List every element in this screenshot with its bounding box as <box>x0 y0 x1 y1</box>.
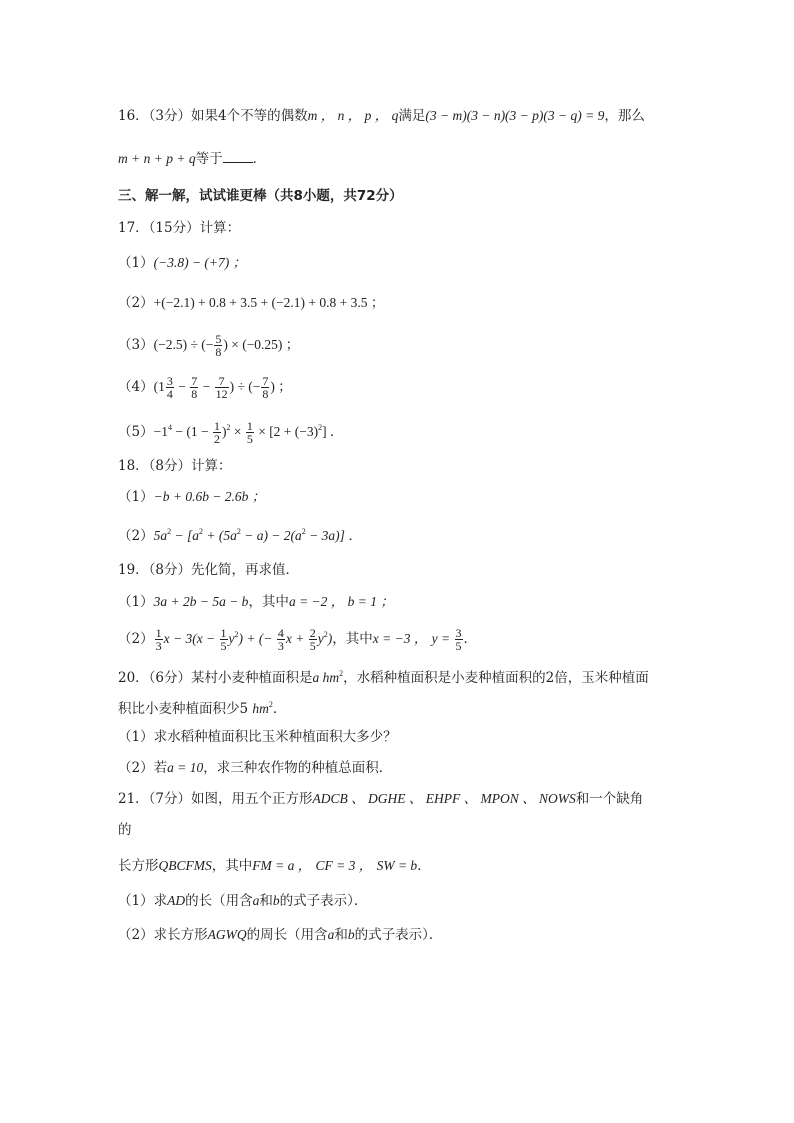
denominator: 5 <box>246 432 253 446</box>
where-text: ，其中 <box>332 631 373 647</box>
q21-cond-cf: CF = 3 ， <box>315 858 373 873</box>
numerator: 1 <box>155 626 162 640</box>
q21-text: 的长（用含 <box>185 893 253 909</box>
q21-var: a <box>327 927 335 942</box>
q21-part2 <box>118 925 442 945</box>
q19-title: 19．（8分）先化简，再求值． <box>118 562 300 578</box>
q20-line1 <box>118 664 649 688</box>
q18-p1-expr: −b + 0.6b − 2.6b ； <box>153 489 266 504</box>
fraction <box>190 375 198 400</box>
q21-text: 和 <box>334 927 348 943</box>
fraction <box>277 627 285 652</box>
q16-after: ，那么 <box>604 108 645 124</box>
q16-equals-text: 等于 <box>195 151 223 167</box>
exponent: 2 <box>268 700 273 709</box>
q21-text: 长方形 <box>118 858 159 874</box>
q20-area-var: a hm <box>312 670 340 685</box>
q16-equation: (3 − m)(3 − n)(3 − p)(3 − q) = 9 <box>425 108 605 123</box>
expr-seg: y <box>317 631 324 646</box>
q21-var: b <box>272 893 280 908</box>
expr-seg: − (1 − <box>171 424 212 439</box>
q21-part1 <box>118 891 367 911</box>
expr-seg: ) × (−0.25) ； <box>223 337 300 352</box>
q21-text: 的式子表示）． <box>279 893 368 909</box>
q20-unit: hm <box>252 701 269 716</box>
q20-text: （2）若 <box>118 760 168 776</box>
q19-p2-cond-x: x = −3 ， <box>372 631 428 646</box>
q17-part1 <box>118 253 246 273</box>
expr-seg: ) ÷ (− <box>229 379 261 394</box>
expr-seg: + (5a <box>202 528 237 543</box>
expr-seg: ) <box>221 424 227 439</box>
fraction <box>166 375 174 400</box>
expr-seg: × [2 + (−3) <box>254 424 319 439</box>
q16-mid: 满足 <box>398 108 426 124</box>
section-title: 三、解一解，试试谁更棒（共8小题，共72分） <box>118 188 403 204</box>
expr-seg: (1 <box>153 379 165 394</box>
q17-part4 <box>118 375 292 400</box>
part-label: （4） <box>118 379 154 395</box>
expr-seg: (−2.5) ÷ (− <box>153 337 214 352</box>
q21-text: （1）求 <box>118 893 168 909</box>
numerator: 7 <box>262 374 269 388</box>
q21-text: 和 <box>259 893 273 909</box>
part-label: （5） <box>118 424 154 440</box>
expr-seg: ) + (− <box>238 631 276 646</box>
q19-p1-expr: 3a + 2b − 5a − b <box>153 594 249 609</box>
q16-line2 <box>118 148 266 169</box>
expr-seg: −1 <box>153 424 168 439</box>
q21-var: AGWQ <box>207 927 247 942</box>
q20-text: ，求三种农作物的种植总面积． <box>203 760 393 776</box>
expr-seg: × <box>230 424 245 439</box>
q18-title: 18．（8分）计算： <box>118 458 232 474</box>
exponent: 2 <box>226 423 231 432</box>
answer-blank <box>223 148 253 163</box>
exponent: 2 <box>301 527 306 536</box>
exponent: 2 <box>339 669 344 678</box>
denominator: 2 <box>213 432 220 446</box>
denominator: 5 <box>220 639 227 653</box>
expr-seg: − [a <box>171 528 199 543</box>
q21-text: 和一个缺角 <box>575 791 644 807</box>
exponent: 2 <box>198 527 203 536</box>
numerator: 4 <box>277 626 284 640</box>
q21-end: ． <box>417 858 431 874</box>
expr-seg: − 3a)] ． <box>305 528 362 543</box>
denominator: 3 <box>155 639 162 653</box>
q21-text: 21．（7分）如图，用五个正方形 <box>118 791 313 807</box>
exponent: 2 <box>234 630 239 639</box>
q21-text: （2）求长方形 <box>118 927 208 943</box>
q21-var: a <box>252 893 260 908</box>
numerator: 1 <box>246 419 253 433</box>
q20-text: 积比小麦种植面积少5 <box>118 701 249 717</box>
fraction <box>261 375 269 400</box>
q21-cond-sw: SW = b <box>376 858 418 873</box>
numerator: 7 <box>191 374 198 388</box>
q21-text: 的周长（用含 <box>246 927 328 943</box>
denominator: 8 <box>191 387 198 401</box>
expr-seg: ) ； <box>270 379 292 394</box>
expr-seg: x − 3(x − <box>163 631 219 646</box>
expr-seg: − <box>199 379 214 394</box>
fraction <box>213 420 221 445</box>
numerator: 1 <box>213 419 220 433</box>
q21-text: ，其中 <box>211 858 253 874</box>
where-text: ，其中 <box>248 594 289 610</box>
expr-seg: y <box>228 631 235 646</box>
fraction <box>214 333 222 358</box>
numerator: 7 <box>215 375 229 388</box>
expr-seg: − <box>174 379 190 394</box>
expr-seg: ) <box>327 631 333 646</box>
denominator: 8 <box>262 387 269 401</box>
fraction <box>215 375 229 400</box>
q21-text: 的式子表示）． <box>354 927 443 943</box>
part-label: （1） <box>118 255 154 271</box>
denominator: 5 <box>455 639 462 653</box>
q19-p2-cond-y: y = <box>431 631 454 646</box>
q20-end: ． <box>272 701 287 717</box>
q17-title: 17．（15分）计算： <box>118 220 241 236</box>
q21-var: b <box>347 927 355 942</box>
denominator: 3 <box>277 639 284 653</box>
fraction <box>309 627 317 652</box>
q21-line2: 的 <box>118 822 132 838</box>
expr-seg: ] ． <box>322 424 344 439</box>
numerator: 2 <box>309 626 316 640</box>
q18-part2 <box>118 522 362 546</box>
expr-seg: 5a <box>153 528 168 543</box>
q17-part3 <box>118 333 299 358</box>
q19-part2 <box>118 625 477 652</box>
expr-seg: x + <box>285 631 308 646</box>
q16-vars: m ， n ， p ， q <box>307 108 399 123</box>
q21-cond-fm: FM = a ， <box>252 858 312 873</box>
exponent: 2 <box>318 423 323 432</box>
q17-p2-expr: +(−2.1) + 0.8 + 3.5 + (−2.1) + 0.8 + 3.5 ； <box>153 295 385 310</box>
numerator: 3 <box>455 626 462 640</box>
q16-prefix: 16．（3分）如果4个不等的偶数 <box>118 108 308 124</box>
q20-line2 <box>118 695 286 719</box>
expr-seg: − a) − 2(a <box>240 528 302 543</box>
q20-part2 <box>118 758 392 778</box>
fraction <box>455 627 463 652</box>
q16-end: ． <box>252 151 267 167</box>
part-label: （1） <box>118 594 154 610</box>
fraction <box>220 627 228 652</box>
q18-part1 <box>118 487 265 507</box>
part-label: （3） <box>118 337 154 353</box>
exponent: 2 <box>236 527 241 536</box>
q21-line3 <box>118 856 431 876</box>
fraction <box>246 420 254 445</box>
exponent: 2 <box>323 630 328 639</box>
q20-text: ，水稻种植面积是小麦种植面积的2倍，玉米种植面 <box>343 670 649 686</box>
part-label: （2） <box>118 295 154 311</box>
q20-text: 20．（6分）某村小麦种植面积是 <box>118 670 313 686</box>
q16-line1 <box>118 106 645 126</box>
q19-p1-cond: a = −2 ， b = 1 ； <box>288 594 394 609</box>
numerator: 5 <box>215 332 222 346</box>
exponent: 4 <box>167 423 172 432</box>
part-label: （1） <box>118 489 154 505</box>
expr-end: ． <box>463 631 477 647</box>
denominator: 8 <box>215 345 222 359</box>
q16-sum-expr: m + n + p + q <box>118 151 196 166</box>
q17-part5 <box>118 418 344 445</box>
part-label: （2） <box>118 631 154 647</box>
denominator: 4 <box>166 387 173 401</box>
fraction <box>155 627 163 652</box>
q20-value: a = 10 <box>167 760 204 775</box>
numerator: 1 <box>220 626 227 640</box>
q21-line1 <box>118 789 643 809</box>
denominator: 12 <box>215 387 228 401</box>
q21-var: AD <box>167 893 186 908</box>
q19-part1 <box>118 592 394 612</box>
q21-square-names: ADCB 、 DGHE 、 EHPF 、 MPON 、 NOWS <box>312 791 576 806</box>
q17-p1-expr: (−3.8) − (+7) ； <box>153 255 247 270</box>
part-label: （2） <box>118 528 154 544</box>
q20-part1: （1）求水稻种植面积比玉米种植面积大多少？ <box>118 729 397 745</box>
q21-rect-name: QBCFMS <box>158 858 212 873</box>
numerator: 3 <box>166 374 173 388</box>
exponent: 2 <box>167 527 172 536</box>
q17-part2 <box>118 293 384 313</box>
denominator: 5 <box>309 639 316 653</box>
